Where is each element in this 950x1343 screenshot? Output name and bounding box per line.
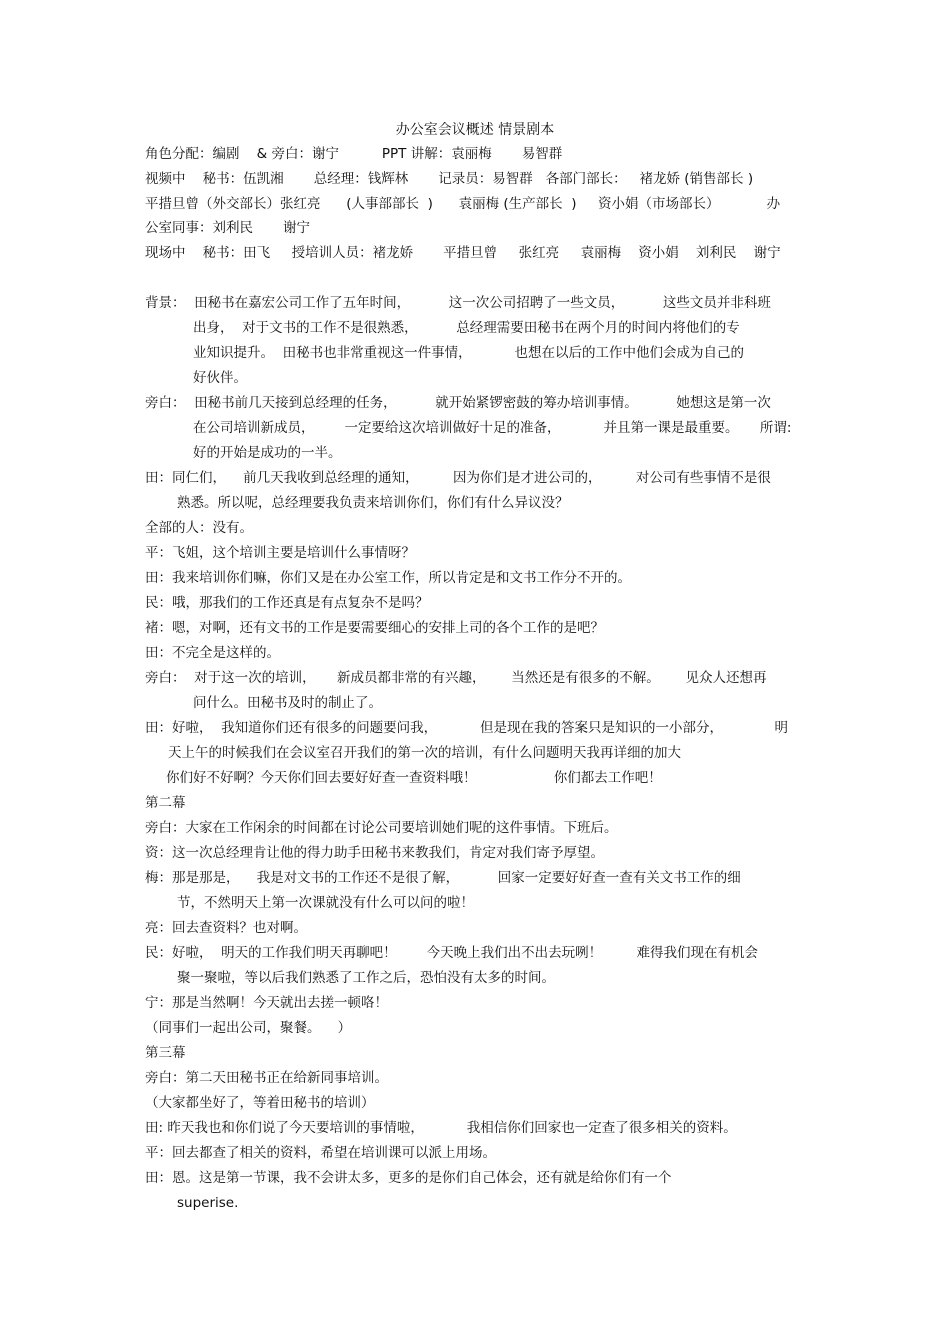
- background-paragraph: 背景： 田秘书在嘉宏公司工作了五年时间， 这一次公司招聘了一些文员， 这些文员并非科班: [145, 295, 771, 311]
- dialogue-line: 民：好啦， 明天的工作我们明天再聊吧！ 今天晚上我们出不出去玩咧！ 难得我们现在有机会: [145, 945, 758, 961]
- paragraph-line: 熟悉。所以呢，总经理要我负责来培训你们，你们有什么异议没？: [177, 495, 569, 511]
- paragraph-line: 节，不然明天上第一次课就没有什么可以问的啦！: [177, 895, 474, 911]
- cast-live-line: 现场中 秘书：田飞 授培训人员：褚龙娇 平措旦曾 张红亮 袁丽梅 资小娟 刘利民 谢宁: [145, 245, 781, 261]
- paragraph-line: 天上午的时候我们在会议室召开我们的第一次的培训，有什么问题明天我再详细的加大: [168, 745, 681, 761]
- dialogue-line: 田：不完全是这样的。: [145, 645, 280, 661]
- paragraph-line: 好的开始是成功的一半。: [193, 445, 342, 461]
- cast-video-line-cont: 平措旦曾（外交部长）张红亮 (人事部部长 ) 袁丽梅 (生产部长 ) 资小娟（市场部长） 办: [145, 196, 781, 212]
- dialogue-line: 田: 昨天我也和你们说了今天要培训的事情啦， 我相信你们回家也一定查了很多相关的资料。: [145, 1120, 737, 1136]
- paragraph-line: 好伙伴。: [193, 370, 247, 386]
- cast-video-line: 视频中 秘书：伍凯湘 总经理：钱辉林 记录员：易智群 各部门部长： 褚龙娇 (销售部长 ): [145, 171, 754, 187]
- dialogue-line: 田：我来培训你们嘛，你们又是在办公室工作，所以肯定是和文书工作分不开的。: [145, 570, 631, 586]
- cast-video-line-cont: 公室同事：刘利民 谢宁: [145, 220, 311, 236]
- dialogue-line: 田：同仁们， 前几天我收到总经理的通知， 因为你们是才进公司的， 对公司有些事情不是很: [145, 470, 771, 486]
- paragraph-line: superise.: [177, 1195, 239, 1211]
- paragraph-line: 业知识提升。 田秘书也非常重视这一件事情， 也想在以后的工作中他们会成为自己的: [193, 345, 744, 361]
- paragraph-line: 聚一聚啦，等以后我们熟悉了工作之后，恐怕没有太多的时间。: [177, 970, 555, 986]
- dialogue-line: 民：哦，那我们的工作还真是有点复杂不是吗？: [145, 595, 429, 611]
- narration-paragraph: 旁白：第二天田秘书正在给新同事培训。: [145, 1070, 388, 1086]
- dialogue-line: 平：飞姐，这个培训主要是培训什么事情呀？: [145, 545, 415, 561]
- dialogue-line: 田：恩。这是第一节课，我不会讲太多，更多的是你们自己体会，还有就是给你们有一个: [145, 1170, 672, 1186]
- cast-roles-line: 角色分配：编剧 & 旁白：谢宁 PPT 讲解：袁丽梅 易智群: [145, 146, 563, 162]
- paragraph-line: 问什么。田秘书及时的制止了。: [193, 695, 382, 711]
- dialogue-line: 梅：那是那是， 我是对文书的工作还不是很了解， 回家一定要好好查一查有关文书工作的细: [145, 870, 741, 886]
- paragraph-line: 你们好不好啊？今天你们回去要好好查一查资料哦！ 你们都去工作吧！: [166, 770, 662, 786]
- stage-direction: （大家都坐好了，等着田秘书的培训）: [145, 1095, 375, 1111]
- dialogue-line: 亮：回去查资料？也对啊。: [145, 920, 307, 936]
- narration-paragraph: 旁白： 田秘书前几天接到总经理的任务， 就开始紧锣密鼓的筹办培训事情。 她想这是第一次: [145, 395, 771, 411]
- paragraph-line: 在公司培训新成员， 一定要给这次培训做好十足的准备， 并且第一课是最重要。 所谓:: [193, 420, 792, 436]
- dialogue-line: 资：这一次总经理肯让他的得力助手田秘书来教我们，肯定对我们寄予厚望。: [145, 845, 604, 861]
- narration-paragraph: 旁白：大家在工作闲余的时间都在讨论公司要培训她们呢的这件事情。下班后。: [145, 820, 618, 836]
- act-heading: 第二幕: [145, 795, 186, 811]
- paragraph-line: 出身， 对于文书的工作不是很熟悉， 总经理需要田秘书在两个月的时间内将他们的专: [193, 320, 740, 336]
- dialogue-line: 褚：嗯，对啊，还有文书的工作是要需要细心的安排上司的各个工作的是吧？: [145, 620, 604, 636]
- dialogue-line: 平：回去都查了相关的资料，希望在培训课可以派上用场。: [145, 1145, 496, 1161]
- narration-paragraph: 旁白： 对于这一次的培训， 新成员都非常的有兴趣， 当然还是有很多的不解。 见众人还想再: [145, 670, 767, 686]
- act-heading: 第三幕: [145, 1045, 186, 1061]
- dialogue-line: 全部的人：没有。: [145, 520, 253, 536]
- dialogue-line: 田：好啦， 我知道你们还有很多的问题要问我， 但是现在我的答案只是知识的一小部分， 明: [145, 720, 788, 736]
- stage-direction: （同事们一起出公司，聚餐。 ）: [145, 1020, 352, 1036]
- dialogue-line: 宁：那是当然啊！今天就出去搓一顿咯！: [145, 995, 388, 1011]
- document-title: 办公室会议概述 情景剧本: [395, 122, 555, 138]
